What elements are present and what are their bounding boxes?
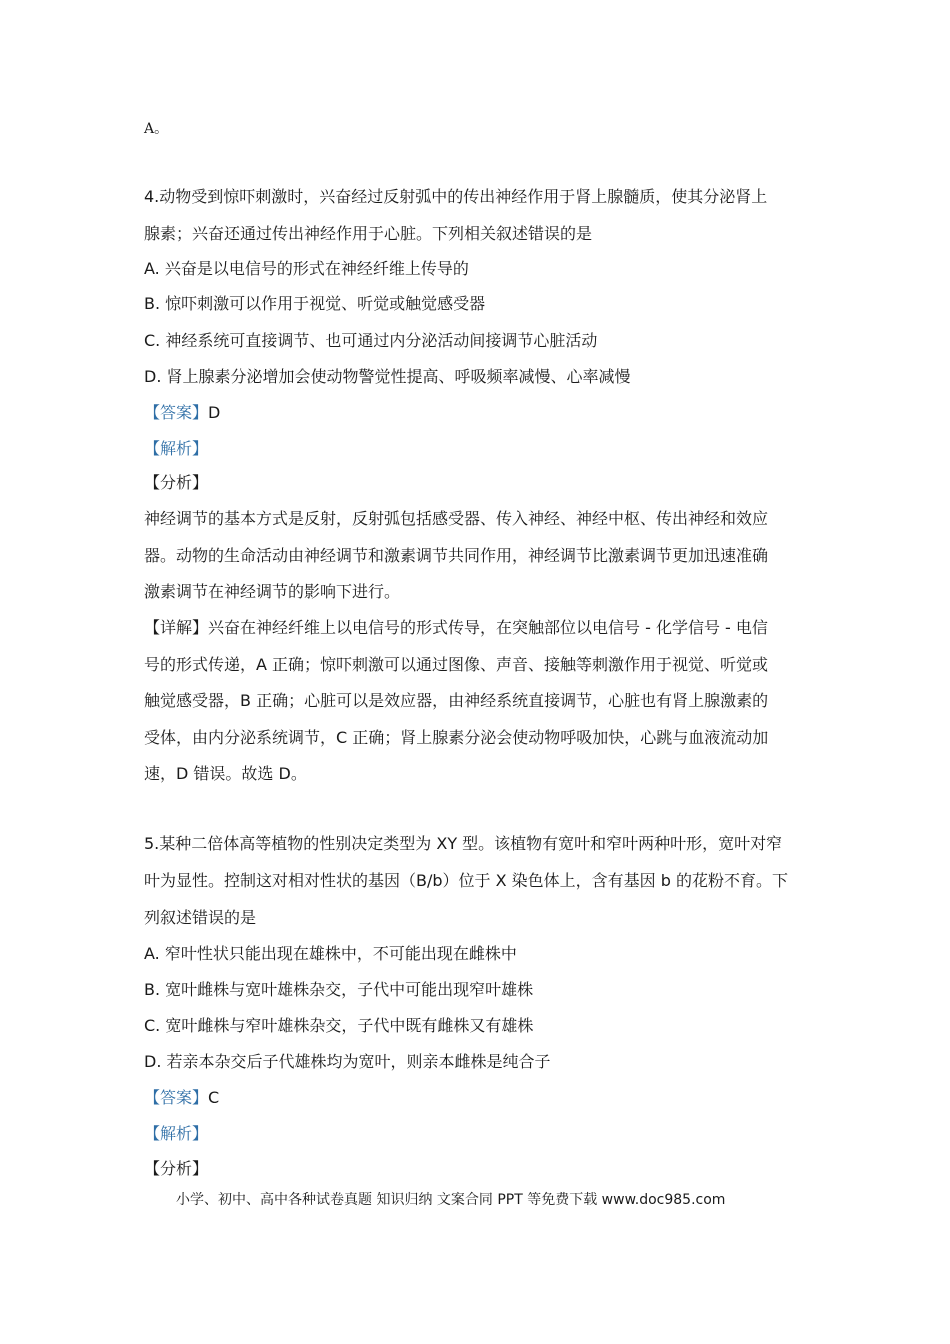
- q5-stem-line-2: 叶为显性。控制这对相对性状的基因（B/b）位于 X 染色体上，含有基因 b 的花粉不育。下: [144, 871, 788, 890]
- q5-answer-value: C: [208, 1088, 220, 1107]
- q4-detail-line-5: 速，D 错误。故选 D。: [144, 764, 307, 783]
- q5-option-a: A. 窄叶性状只能出现在雄株中，不可能出现在雌株中: [144, 944, 517, 963]
- q5-answer-tag: 【答案】: [144, 1088, 209, 1107]
- q4-jiexi-tag: 【解析】: [144, 439, 209, 458]
- q4-analysis-line-3: 激素调节在神经调节的影响下进行。: [144, 582, 401, 601]
- q4-detail-line-2: 号的形式传递，A 正确；惊吓刺激可以通过图像、声音、接触等刺激作用于视觉、听觉或: [144, 655, 769, 674]
- q4-stem-line-1: 4.动物受到惊吓刺激时，兴奋经过反射弧中的传出神经作用于肾上腺髓质，使其分泌肾上: [144, 187, 768, 206]
- q4-answer: [144, 402, 220, 424]
- q4-detail-line-4: 受体，由内分泌系统调节，C 正确；肾上腺素分泌会使动物呼吸加快，心跳与血液流动加: [144, 728, 769, 747]
- q5-option-d: D. 若亲本杂交后子代雄株均为宽叶，则亲本雌株是纯合子: [144, 1052, 551, 1071]
- q5-option-c: C. 宽叶雌株与窄叶雄株杂交，子代中既有雌株又有雄株: [144, 1016, 534, 1035]
- q4-analysis-line-1: 神经调节的基本方式是反射，反射弧包括感受器、传入神经、神经中枢、传出神经和效应: [144, 509, 769, 528]
- q4-option-c: C. 神经系统可直接调节、也可通过内分泌活动间接调节心脏活动: [144, 331, 598, 350]
- q4-detail-line-3: 触觉感受器，B 正确；心脏可以是效应器，由神经系统直接调节，心脏也有肾上腺激素的: [144, 691, 769, 710]
- q4-stem-line-2: 腺素；兴奋还通过传出神经作用于心脏。下列相关叙述错误的是: [144, 224, 593, 243]
- q4-detail-text-1: 兴奋在神经纤维上以电信号的形式传导，在突触部位以电信号 - 化学信号 - 电信: [208, 618, 768, 637]
- q4-analysis-line-2: 器。动物的生命活动由神经调节和激素调节共同作用，神经调节比激素调节更加迅速准确: [144, 546, 769, 565]
- q4-detail-tag: 【详解】: [144, 618, 209, 637]
- q4-answer-value: D: [208, 403, 221, 422]
- q4-option-d: D. 肾上腺素分泌增加会使动物警觉性提高、呼吸频率减慢、心率减慢: [144, 367, 631, 386]
- q4-fenxi-tag: 【分析】: [144, 473, 209, 492]
- q5-answer: [144, 1087, 219, 1109]
- q5-stem-line-3: 列叙述错误的是: [144, 908, 257, 927]
- q5-stem-line-1: 5.某种二倍体高等植物的性别决定类型为 XY 型。该植物有宽叶和窄叶两种叶形，宽叶对窄: [144, 834, 783, 853]
- q4-option-a: A. 兴奋是以电信号的形式在神经纤维上传导的: [144, 259, 469, 278]
- q5-option-b: B. 宽叶雌株与宽叶雄株杂交，子代中可能出现窄叶雄株: [144, 980, 534, 999]
- q4-answer-tag: 【答案】: [144, 403, 209, 422]
- q4-option-b: B. 惊吓刺激可以作用于视觉、听觉或触觉感受器: [144, 294, 486, 313]
- page-footer: 小学、初中、高中各种试卷真题 知识归纳 文案合同 PPT 等免费下载 www.doc985.com: [176, 1192, 726, 1208]
- q5-fenxi-tag: 【分析】: [144, 1159, 209, 1178]
- previous-answer-tail: A。: [144, 121, 169, 137]
- q5-jiexi-tag: 【解析】: [144, 1124, 209, 1143]
- q4-detail-line-1: [144, 617, 768, 639]
